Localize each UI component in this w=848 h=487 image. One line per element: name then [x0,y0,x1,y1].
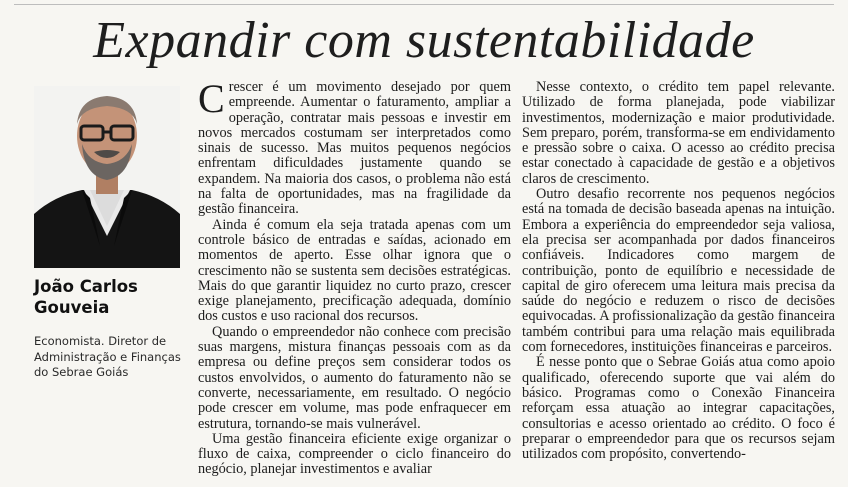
paragraph: Nesse contexto, o crédito tem papel relevante. Utilizado de forma planejada, pode viabilizar investimentos, modernização e maior produtividade. Sem preparo, porém, transforma-se em endividamento e pressão sobre o caixa. O acesso ao crédito precisa estar conectado à capacidade de gestão e a objetivos claros de crescimento. [522,79,835,187]
paragraph: Uma gestão financeira eficiente exige organizar o fluxo de caixa, compreender o ciclo financeiro do negócio, planejar investimentos e avaliar [198,430,511,478]
headline: Expandir com sustentabilidade [93,12,755,69]
drop-cap: C [198,76,225,121]
author-role: Economista. Diretor de Administração e Finanças do Sebrae Goiás [34,334,181,380]
author-portrait [34,86,180,268]
paragraph: É nesse ponto que o Sebrae Goiás atua como apoio qualificado, oferecendo suporte que vai além do básico. Programas como o Conexão Financeira reforçam essa atuação ao integrar capacitações, consultorias e acesso orientado ao crédito. O foco é preparar o empreendedor para que os recursos sejam utilizados com propósito, convertendo- [522,354,835,463]
author-photo [34,86,180,268]
paragraph [198,76,511,218]
top-rule [14,4,834,5]
article-column-1 [198,76,511,478]
author-name: João Carlos Gouveia [34,277,138,317]
paragraph: Outro desafio recorrente nos pequenos negócios está na tomada de decisão baseada apenas na intuição. Embora a experiência do empreendedor seja valiosa, ela precisa ser acompanhada por dados financeiros confiáveis. Indicadores como margem de contribuição, ponto de equilíbrio e necessidade de capital de giro oferecem uma leitura mais precisa da saúde do negócio e reduzem o risco de decisões equivocadas. A profissionalização da gestão financeira também contribui para uma relação mais equilibrada com fornecedores, instituições financeiras e parceiros. [522,186,835,356]
paragraph-text: rescer é um movimento desejado por quem empreende. Aumentar o faturamento, ampliar a operação, contratar mais pessoas e investir em novos mercados costumam ser interpretados como sinais de sucesso. Mas muitos pequenos negócios enfrentam dificuldades justamente quando se expandem. Na maioria dos casos, o problema não está na falta de oportunidades, mas na fragilidade da gestão financeira. [198,79,511,218]
article-column-2 [522,80,835,462]
paragraph: Quando o empreendedor não conhece com precisão suas margens, mistura finanças pessoais com as da empresa ou define preços sem considerar todos os custos envolvidos, o aumento do faturamento não se converte, necessariamente, em resultado. O negócio pode crescer em volume, mas pode enfraquecer em estrutura, tornando-se mais vulnerável. [198,323,511,432]
paragraph: Ainda é comum ela seja tratada apenas com um controle básico de entradas e saídas, acionado em momentos de aperto. Esse olhar ignora que o crescimento não se sustenta sem decisões estratégicas. Mais do que garantir liquidez no curto prazo, crescer exige planejamento, precificação adequada, domínio dos custos e uso racional dos recursos. [198,216,511,325]
